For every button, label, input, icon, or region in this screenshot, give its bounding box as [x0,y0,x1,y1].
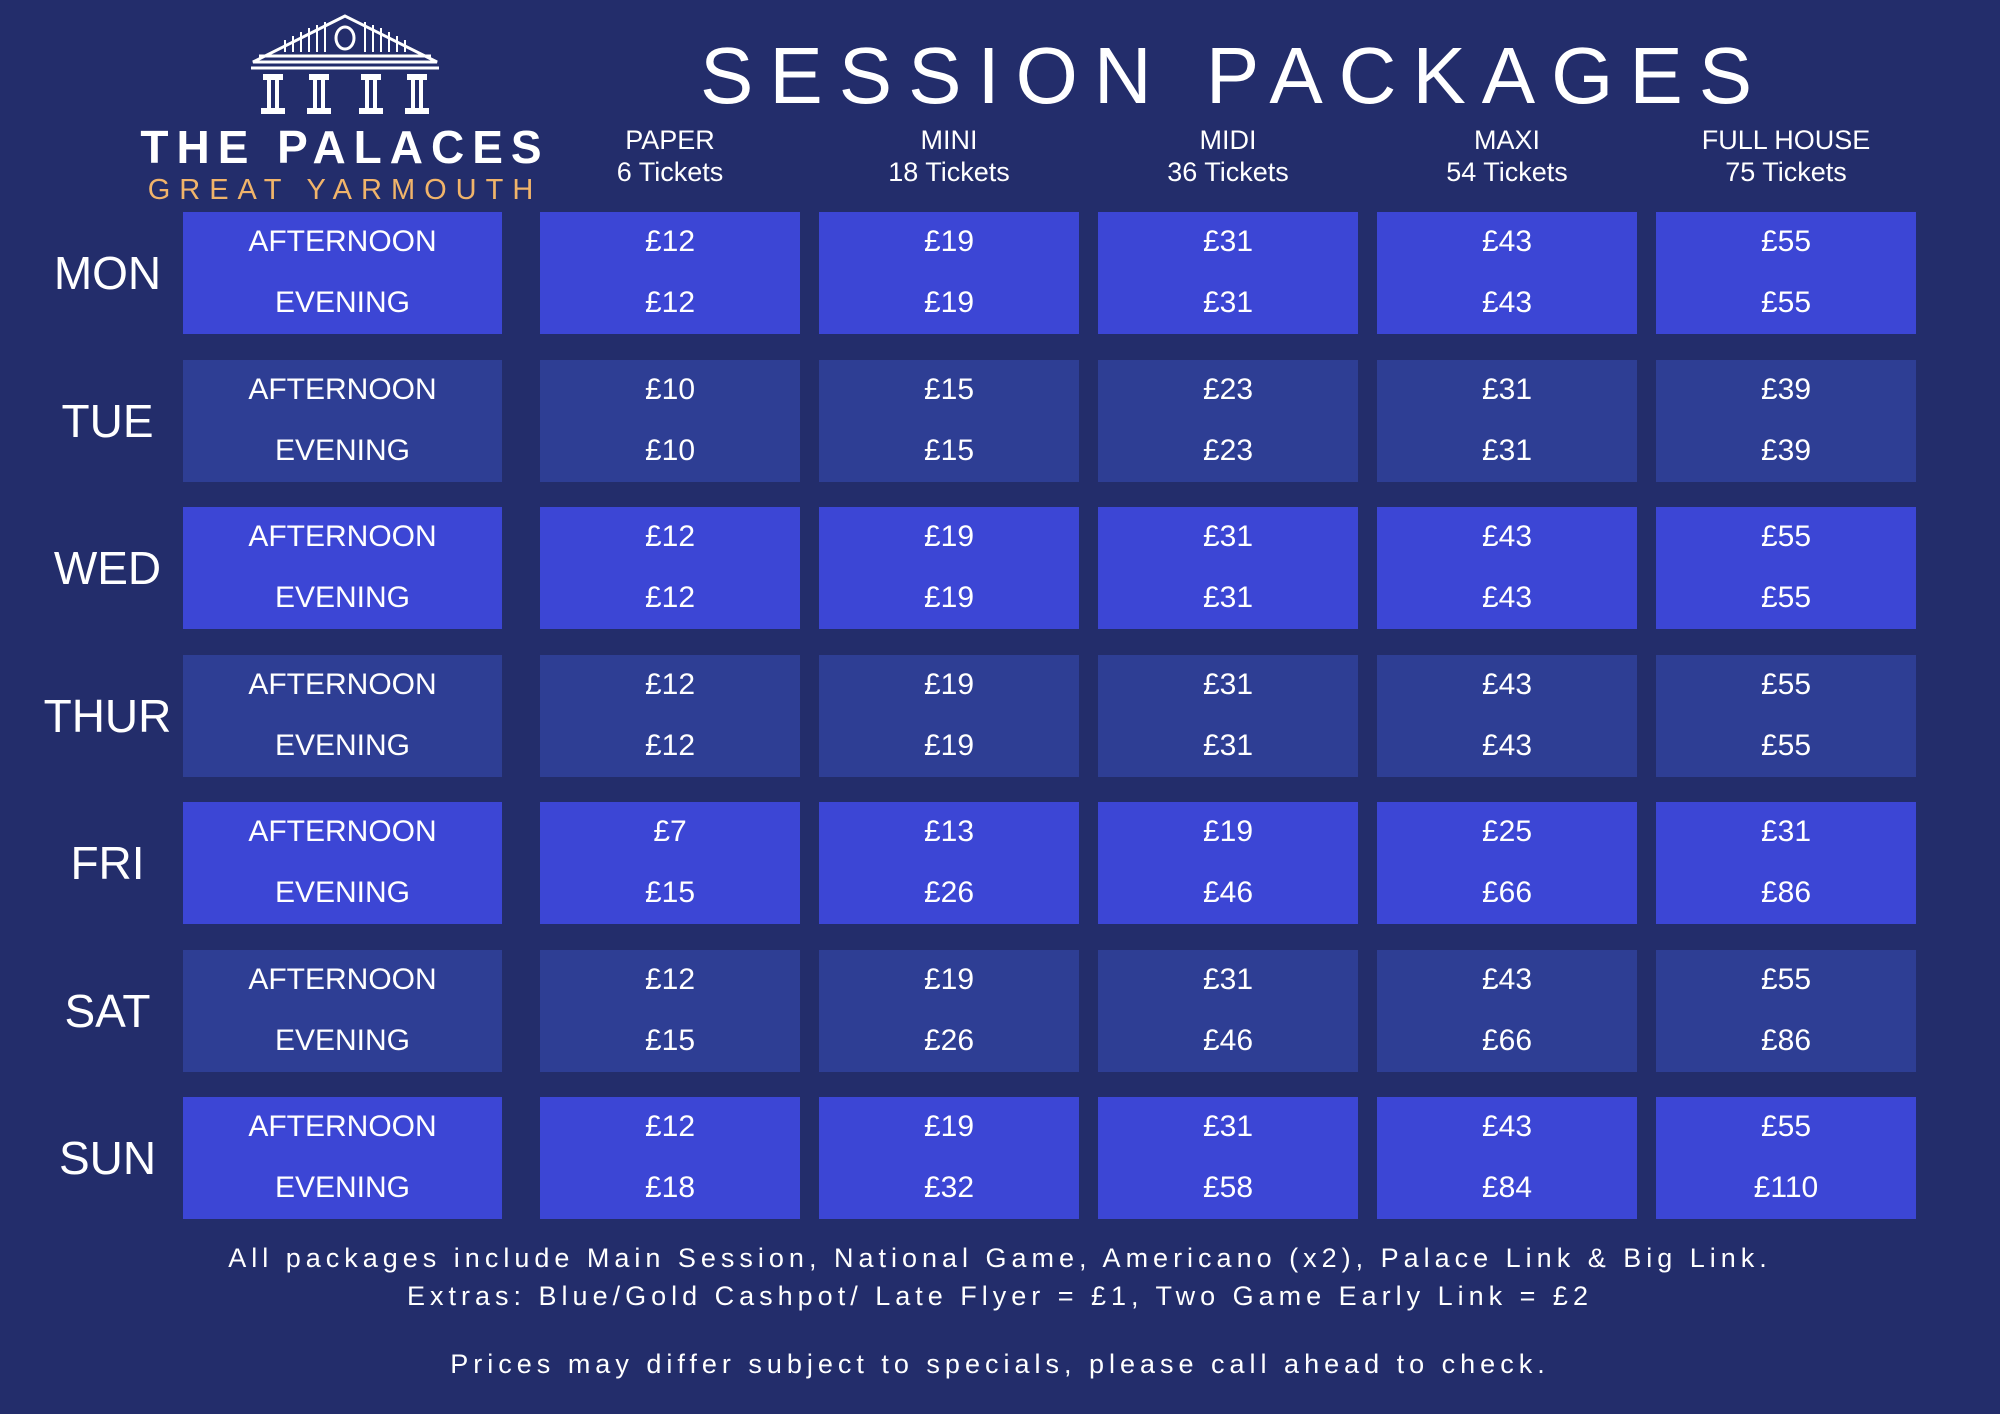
afternoon-price: £31 [1202,963,1254,996]
price-cell-full-house [1656,360,1916,482]
column-header-full-house [1656,124,1916,188]
afternoon-label: AFTERNOON [248,963,437,996]
afternoon-price: £12 [644,1110,696,1143]
price-cell-maxi [1377,212,1637,334]
price-cell-mini [819,212,1079,334]
price-cell-maxi [1377,1097,1637,1219]
evening-label: EVENING [274,581,411,614]
price-cell-mini [819,360,1079,482]
column-name: FULL HOUSE [1701,125,1871,155]
price-cell-paper [540,802,800,924]
afternoon-price: £25 [1481,815,1533,848]
evening-price: £110 [1753,1171,1819,1204]
price-cell-mini [819,655,1079,777]
session-cell [183,212,502,334]
evening-label: EVENING [274,876,411,909]
afternoon-price: £55 [1760,963,1812,996]
evening-price: £55 [1760,581,1812,614]
evening-price: £31 [1202,286,1254,319]
price-cell-paper [540,1097,800,1219]
price-cell-full-house [1656,507,1916,629]
afternoon-price: £12 [644,963,696,996]
afternoon-price: £43 [1481,668,1533,701]
evening-price: £15 [644,876,696,909]
column-header-paper [540,124,800,188]
day-label: SUN [58,1132,157,1184]
afternoon-label: AFTERNOON [248,520,437,553]
afternoon-price: £13 [923,815,975,848]
afternoon-price: £19 [923,963,975,996]
afternoon-price: £39 [1760,373,1812,406]
session-cell [183,950,502,1072]
afternoon-price: £31 [1202,520,1254,553]
session-cell [183,655,502,777]
evening-label: EVENING [274,1171,411,1204]
evening-price: £31 [1202,581,1254,614]
evening-price: £46 [1202,1024,1254,1057]
evening-price: £86 [1760,876,1812,909]
afternoon-price: £55 [1760,668,1812,701]
evening-price: £26 [923,876,975,909]
footer-disclaimer: Prices may differ subject to specials, please call ahead to check. [450,1349,1550,1379]
column-tickets: 6 Tickets [616,157,724,187]
afternoon-price: £12 [644,668,696,701]
afternoon-price: £15 [923,373,975,406]
evening-price: £12 [644,581,696,614]
price-cell-mini [819,507,1079,629]
column-tickets: 18 Tickets [888,157,1010,187]
afternoon-price: £19 [923,1110,975,1143]
evening-price: £18 [644,1171,696,1204]
evening-price: £12 [644,729,696,762]
evening-price: £19 [923,581,975,614]
evening-price: £26 [923,1024,975,1057]
price-cell-full-house [1656,802,1916,924]
price-cell-paper [540,950,800,1072]
afternoon-price: £31 [1202,668,1254,701]
evening-label: EVENING [274,286,411,319]
day-label: THUR [43,690,172,742]
evening-price: £12 [644,286,696,319]
day-label: WED [53,542,162,594]
footer-includes: All packages include Main Session, National Game, Americano (x2), Palace Link & Big Link. [228,1243,1772,1273]
price-cell-paper [540,655,800,777]
price-cell-maxi [1377,802,1637,924]
afternoon-price: £43 [1481,225,1533,258]
evening-price: £66 [1481,1024,1533,1057]
afternoon-label: AFTERNOON [248,225,437,258]
afternoon-label: AFTERNOON [248,373,437,406]
evening-label: EVENING [274,434,411,467]
price-cell-full-house [1656,950,1916,1072]
price-cell-full-house [1656,212,1916,334]
price-cell-midi [1098,655,1358,777]
logo [130,10,560,206]
afternoon-label: AFTERNOON [248,668,437,701]
column-name: MINI [920,125,978,155]
afternoon-price: £19 [923,225,975,258]
evening-price: £58 [1202,1171,1254,1204]
evening-price: £46 [1202,876,1254,909]
price-cell-paper [540,212,800,334]
evening-price: £19 [923,286,975,319]
afternoon-price: £31 [1481,373,1533,406]
footer-extras: Extras: Blue/Gold Cashpot/ Late Flyer = £1, Two Game Early Link = £2 [407,1281,1593,1311]
evening-label: EVENING [274,1024,411,1057]
price-cell-maxi [1377,360,1637,482]
afternoon-price: £23 [1202,373,1254,406]
day-label: FRI [70,837,145,889]
day-label: SAT [64,985,151,1037]
day-label: TUE [61,395,154,447]
day-label: MON [53,247,162,299]
price-cell-maxi [1377,950,1637,1072]
afternoon-price: £7 [653,815,687,848]
afternoon-price: £31 [1202,225,1254,258]
afternoon-price: £31 [1202,1110,1254,1143]
column-tickets: 75 Tickets [1725,157,1847,187]
afternoon-price: £10 [644,373,696,406]
evening-price: £66 [1481,876,1533,909]
price-cell-midi [1098,507,1358,629]
column-header-midi [1098,124,1358,188]
afternoon-price: £55 [1760,520,1812,553]
session-cell [183,802,502,924]
evening-price: £15 [644,1024,696,1057]
price-cell-midi [1098,212,1358,334]
price-cell-midi [1098,802,1358,924]
price-cell-mini [819,1097,1079,1219]
evening-price: £31 [1481,434,1533,467]
column-name: PAPER [625,125,715,155]
price-cell-mini [819,950,1079,1072]
price-cell-maxi [1377,507,1637,629]
evening-price: £43 [1481,581,1533,614]
evening-price: £39 [1760,434,1812,467]
afternoon-price: £31 [1760,815,1812,848]
price-cell-maxi [1377,655,1637,777]
evening-price: £23 [1202,434,1254,467]
evening-price: £32 [923,1171,975,1204]
price-cell-paper [540,360,800,482]
afternoon-price: £19 [923,520,975,553]
afternoon-price: £43 [1481,963,1533,996]
price-cell-midi [1098,1097,1358,1219]
evening-price: £86 [1760,1024,1812,1057]
brand-name: THE PALACES [140,121,550,173]
afternoon-label: AFTERNOON [248,1110,437,1143]
price-cell-midi [1098,360,1358,482]
evening-price: £43 [1481,286,1533,319]
palace-building-icon [245,12,445,117]
price-cell-paper [540,507,800,629]
price-cell-mini [819,802,1079,924]
afternoon-price: £55 [1760,225,1812,258]
evening-price: £19 [923,729,975,762]
afternoon-price: £12 [644,225,696,258]
price-cell-full-house [1656,655,1916,777]
price-cell-midi [1098,950,1358,1072]
brand-location: GREAT YARMOUTH [147,174,543,206]
afternoon-price: £43 [1481,1110,1533,1143]
column-name: MAXI [1473,125,1540,155]
column-header-mini [819,124,1079,188]
evening-label: EVENING [274,729,411,762]
session-cell [183,507,502,629]
column-header-maxi [1377,124,1637,188]
evening-price: £43 [1481,729,1533,762]
session-cell [183,360,502,482]
session-cell [183,1097,502,1219]
evening-price: £15 [923,434,975,467]
afternoon-price: £19 [1202,815,1254,848]
column-tickets: 54 Tickets [1446,157,1568,187]
evening-price: £31 [1202,729,1254,762]
evening-price: £55 [1760,286,1812,319]
page-title: SESSION PACKAGES [700,31,1769,120]
afternoon-price: £55 [1760,1110,1812,1143]
price-cell-full-house [1656,1097,1916,1219]
afternoon-price: £43 [1481,520,1533,553]
afternoon-price: £12 [644,520,696,553]
evening-price: £55 [1760,729,1812,762]
column-name: MIDI [1199,125,1257,155]
afternoon-label: AFTERNOON [248,815,437,848]
column-tickets: 36 Tickets [1167,157,1289,187]
afternoon-price: £19 [923,668,975,701]
evening-price: £10 [644,434,696,467]
evening-price: £84 [1481,1171,1533,1204]
